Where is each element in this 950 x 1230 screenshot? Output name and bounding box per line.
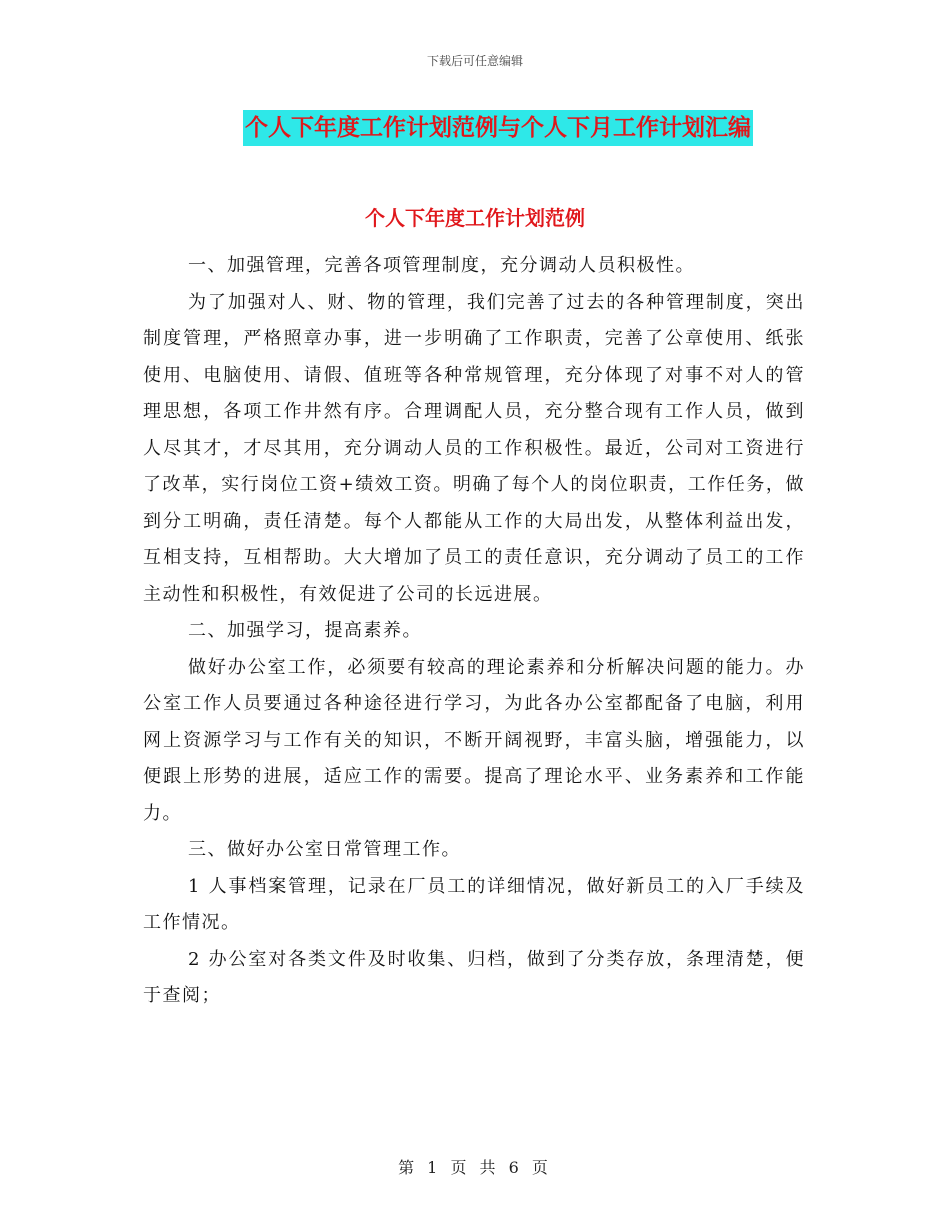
- section-heading-3: 三、做好办公室日常管理工作。: [188, 839, 461, 860]
- list-item: 1 人事档案管理，记录在厂员工的详细情况，做好新员工的入厂手续及工作情况。: [143, 875, 805, 933]
- page-number: 第 1 页 共 6 页: [398, 1158, 552, 1177]
- paragraph: 做好办公室工作，必须要有较高的理论素养和分析解决问题的能力。办公室工作人员要通过各种途径进行学习，为此各办公室都配备了电脑，利用网上资源学习与工作有关的知识，不断开阔视野，丰富头脑，增强能力，以便跟上形势的进展，适应工作的需要。提高了理论水平、业务素养和工作能力。: [143, 656, 805, 824]
- sub-title: 个人下年度工作计划范例: [365, 206, 585, 230]
- section-heading-1: 一、加强管理，完善各项管理制度，充分调动人员积极性。: [188, 255, 695, 276]
- list-item: 2 办公室对各类文件及时收集、归档，做到了分类存放，条理清楚，便于查阅；: [143, 948, 805, 1006]
- main-title-container: [0, 110, 950, 146]
- section-heading-2: 二、加强学习，提高素养。: [188, 620, 422, 641]
- main-title: 个人下年度工作计划范例与个人下月工作计划汇编: [243, 110, 753, 146]
- paragraph: 为了加强对人、财、物的管理，我们完善了过去的各种管理制度，突出制度管理，严格照章办事，进一步明确了工作职责，完善了公章使用、纸张使用、电脑使用、请假、值班等各种常规管理，充分体现了对事不对人的管理思想，各项工作井然有序。合理调配人员，充分整合现有工作人员，做到人尽其才，才尽其用，充分调动人员的工作积极性。最近，公司对工资进行了改革，实行岗位工资+绩效工资。明确了每个人的岗位职责，工作任务，做到分工明确，责任清楚。每个人都能从工作的大局出发，从整体利益出发，互相支持，互相帮助。大大增加了员工的责任意识，充分调动了员工的工作主动性和积极性，有效促进了公司的长远进展。: [143, 291, 805, 605]
- header-note: 下载后可任意编辑: [426, 54, 523, 68]
- document-body: [143, 248, 805, 1015]
